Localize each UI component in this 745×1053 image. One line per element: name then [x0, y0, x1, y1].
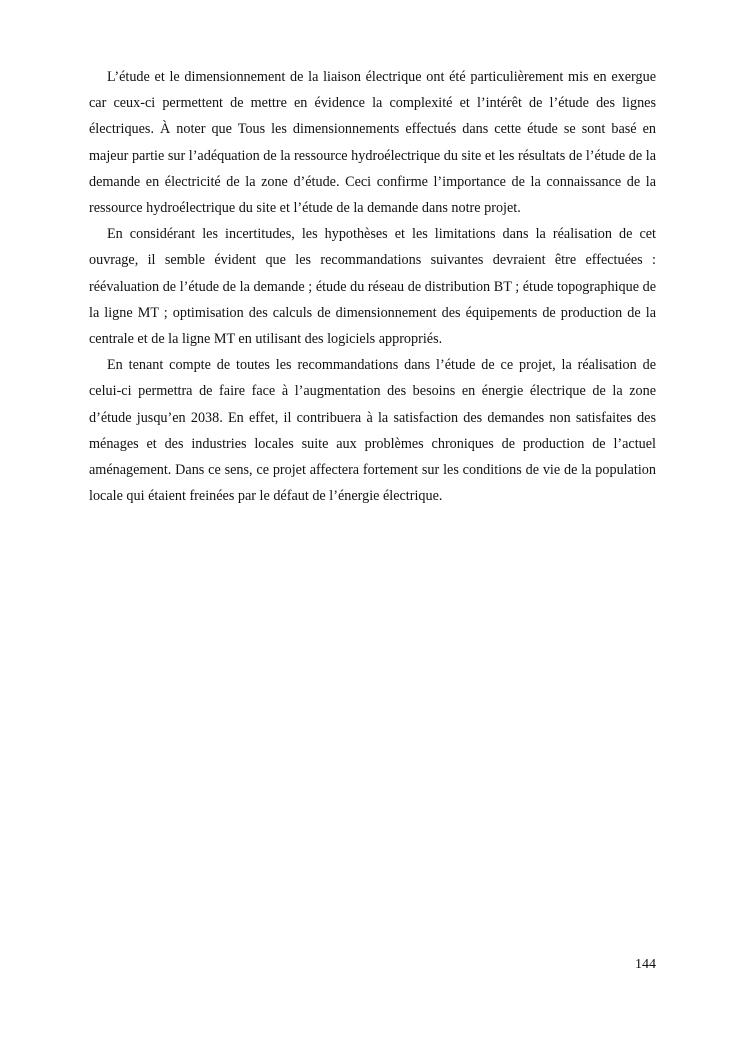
paragraph-1: L’étude et le dimensionnement de la liaison électrique ont été particulièrement mis en exergue car ceux-ci permettent de mettre en évidence la complexité et l’intérêt de l’étude des lignes électriques. À noter que Tous les dimensionnements effectués dans cette étude se sont basé en majeur partie sur l’adéquation de la ressource hydroélectrique du site et les résultats de l’étude de la demande en électricité de la zone d’étude. Ceci confirme l’importance de la connaissance de la ressource hydroélectrique du site et l’étude de la demande dans notre projet.: [89, 69, 656, 217]
body-text: [89, 64, 656, 509]
page-number: 144: [635, 957, 656, 972]
paragraph-3: En tenant compte de toutes les recommandations dans l’étude de ce projet, la réalisation de celui-ci permettra de faire face à l’augmentation des besoins en énergie électrique de la zone d’étude jusqu’en 2038. En effet, il contribuera à la satisfaction des demandes non satisfaites des ménages et des industries locales suite aux problèmes chroniques de production de l’actuel aménagement. Dans ce sens, ce projet affectera fortement sur les conditions de vie de la population locale qui étaient freinées par le défaut de l’énergie électrique.: [89, 357, 656, 505]
paragraph-2: En considérant les incertitudes, les hypothèses et les limitations dans la réalisation de cet ouvrage, il semble évident que les recommandations suivantes devraient être effectuées : réévaluation de l’étude de la demande ; étude du réseau de distribution BT ; étude topographique de la ligne MT ; optimisation des calculs de dimensionnement des équipements de production de la centrale et de la ligne MT en utilisant des logiciels appropriés.: [89, 226, 656, 348]
